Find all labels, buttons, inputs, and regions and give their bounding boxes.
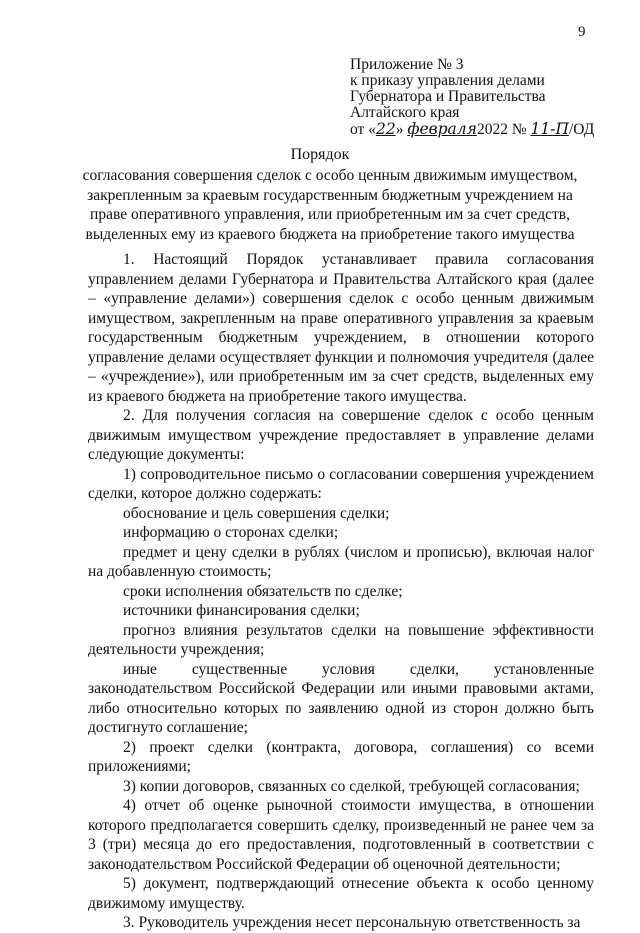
appendix-line-4: Алтайского края: [350, 104, 460, 121]
date-month: февраля: [407, 120, 477, 138]
paragraph-item-5: 5) документ, подтверждающий отнесение объекта к особо ценному движимому имуществу.: [88, 875, 594, 912]
appendix-line-2: к приказу управления делами: [350, 72, 545, 89]
paragraph-item-2: 2) проект сделки (контракта, договора, соглашения) со всеми приложениями;: [88, 738, 594, 775]
date-day: 22: [375, 120, 396, 138]
paragraph-subitem: иные существенные условия сделки, установленные законодательством Российской Федерации или иными правовыми актами, либо относительно которых по заявлению одной из сторон должно быть достигнуто соглашение;: [88, 660, 594, 736]
paragraph-item-4: 4) отчет об оценке рыночной стоимости имущества, в отношении которого предполагается совершить сделку, произведенный не ранее чем за 3 (три) месяца до его предоставления, подготовленный в соответствии с законодательством Российской Федерации об оценочной деятельности;: [88, 797, 594, 873]
paragraph-subitem: предмет и цену сделки в рублях (числом и прописью), включая налог на добавленную стоимость;: [88, 543, 594, 580]
appendix-line-1: Приложение № 3: [350, 56, 464, 73]
order-number: 11-П: [530, 120, 569, 138]
paragraph-subitem: обоснование и цель совершения сделки;: [123, 504, 390, 522]
paragraph-subitem: сроки исполнения обязательств по сделке;: [123, 582, 403, 600]
document-title: Порядок: [290, 146, 350, 163]
paragraph-3: 3. Руководитель учреждения несет персональную ответственность за: [123, 914, 581, 931]
document-body: [88, 250, 594, 933]
paragraph-item-3: 3) копии договоров, связанных со сделкой, требующей согласования;: [123, 777, 580, 795]
order-suffix: /ОД: [568, 121, 595, 138]
paragraph-1: 1. Настоящий Порядок устанавливает правила согласования управлением делами Губернатора и Правительства Алтайского края (далее – «управление делами») совершения сделок с особо ценным движимым имуществом, закрепленным на праве оперативного управления за краевым государственным бюджетным учреждением, в отношении которого управление делами осуществляет функции и полномочия учредителя (далее – «учреждение»), или приобретенным им за счет средств, выделенных ему из краевого бюджета на приобретение такого имущества.: [88, 251, 594, 405]
document-subtitle: согласования совершения сделок с особо ценным движимым имуществом, закрепленным за краевым государственным бюджетным учреждением на праве оперативного управления, или приобретенным им за счет средств, выделенных ему из краевого бюджета на приобретение такого имущества: [82, 167, 578, 243]
paragraph-subitem: источники финансирования сделки;: [123, 602, 360, 619]
appendix-date-line: [350, 121, 620, 138]
paragraph-item-1: 1) сопроводительное письмо о согласовании совершения учреждением сделки, которое должно содержать:: [88, 465, 594, 502]
paragraph-2: 2. Для получения согласия на совершение сделок с особо ценным движимым имуществом учреждение предоставляет в управление делами следующие документы:: [88, 407, 594, 463]
paragraph-subitem: информацию о сторонах сделки;: [123, 524, 339, 541]
paragraph-subitem: прогноз влияния результатов сделки на повышение эффективности деятельности учреждения;: [88, 621, 594, 658]
page-number: 9: [578, 24, 586, 40]
date-prefix: от «: [350, 121, 376, 138]
date-mid: »: [395, 121, 408, 138]
date-year-no: 2022 №: [476, 121, 531, 138]
appendix-header: [350, 57, 620, 138]
appendix-line-3: Губернатора и Правительства: [350, 88, 546, 105]
